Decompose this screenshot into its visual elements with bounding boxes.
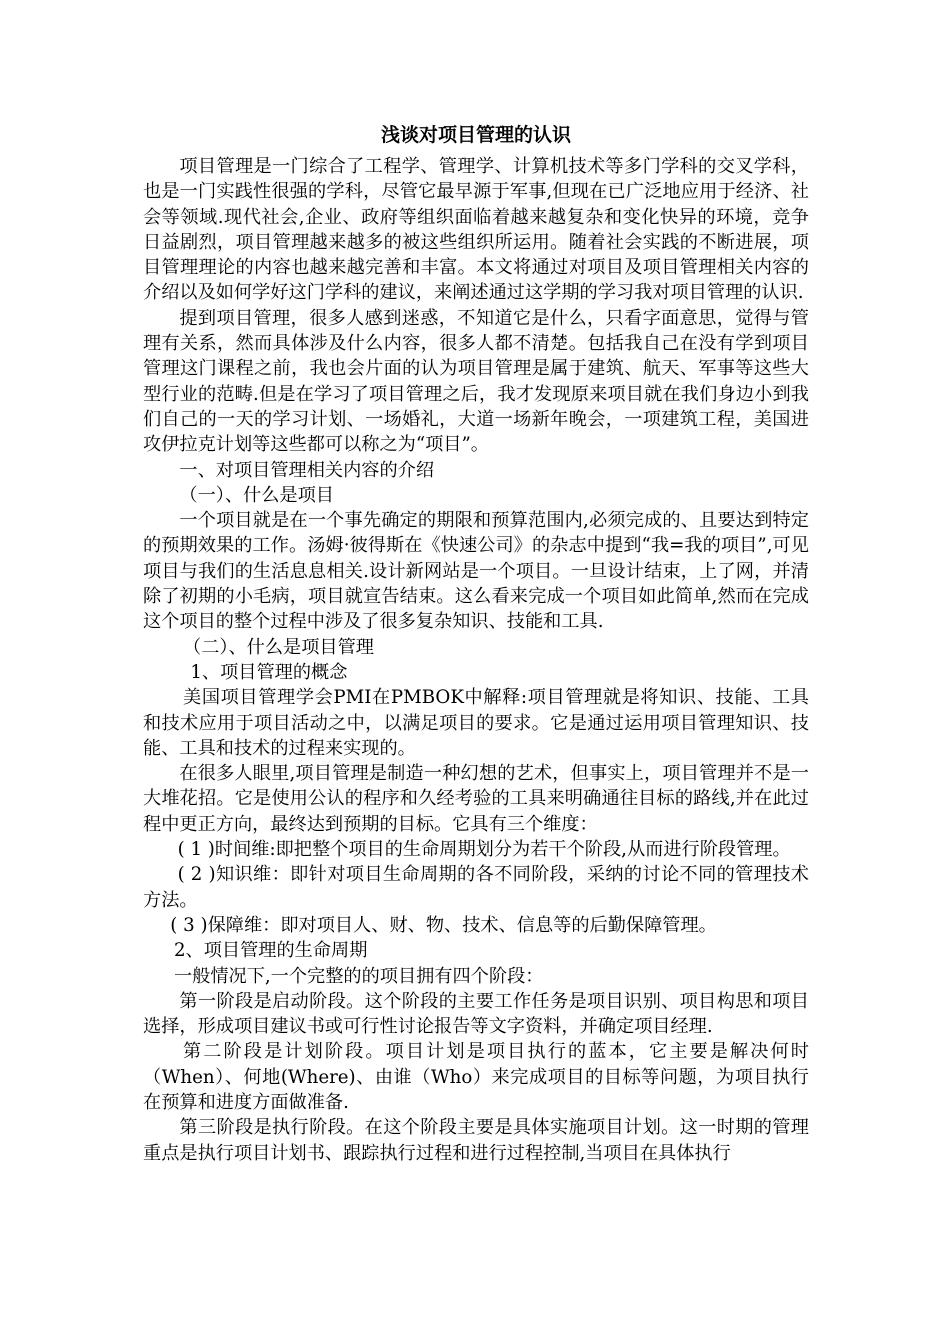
subsection-heading-what-is-pm: （二）、什么是项目管理 — [183, 636, 374, 658]
paragraph-intro: 项目管理是一门综合了工程学、管理学、计算机技术等多门学科的交叉学科，也是一门实践性很强的学科，尽管它最早源于军事,但现在已广泛地应用于经济、社会等领域.现代社会,企业、政府等组织面临着越来越复杂和变化快异的环境，竞争日益剧烈，项目管理越来越多的被这些组织所运用。随着社会实践的不断进展，项目管理理论的内容也越来越完善和丰富。本文将通过对项目及项目管理相关内容的介绍以及如何学好这门学科的建议，来阐述通过这学期的学习我对项目管理的认识. — [143, 156, 809, 304]
subsection-heading-lifecycle: 2、项目管理的生命周期 — [173, 940, 368, 962]
paragraph-stage-two: 第二阶段是计划阶段。项目计划是项目执行的蓝本，它主要是解决何时（When）、何地(Where)、由谁（Who）来完成项目的目标等问题，为项目执行在预算和进度方面做准备. — [143, 1041, 809, 1113]
paragraph-knowledge-dimension: ( 2 )知识维：即针对项目生命周期的各不同阶段，采纳的讨论不同的管理技术方法。 — [143, 864, 809, 911]
paragraph-support-dimension: ( 3 )保障维：即对项目人、财、物、技术、信息等的后勤保障管理。 — [170, 914, 717, 936]
paragraph-project-definition: 一个项目就是在一个事先确定的期限和预算范围内,必须完成的、且要达到特定的预期效果的工作。汤姆·彼得斯在《快速公司》的杂志中提到“我=我的项目”,可见项目与我们的生活息息相关.设计新网站是一个项目。一旦设计结束，上了网，并清除了初期的小毛病，项目就宣告结束。这么看来完成一个项目如此简单,然而在完成这个项目的整个过程中涉及了很多复杂知识、技能和工具. — [143, 510, 809, 633]
section-heading-1: 一、对项目管理相关内容的介绍 — [179, 459, 435, 481]
paragraph-four-stages: 一般情况下,一个完整的的项目拥有四个阶段： — [173, 965, 544, 987]
document-page — [143, 116, 809, 1166]
paragraph-stage-three: 第三阶段是执行阶段。在这个阶段主要是具体实施项目计划。这一时期的管理重点是执行项目计划书、跟踪执行过程和进行过程控制,当项目在具体执行 — [143, 1117, 809, 1164]
subsection-heading-what-is-project: （一）、什么是项目 — [179, 484, 334, 506]
paragraph-confusion: 提到项目管理，很多人感到迷惑，不知道它是什么，只看字面意思，觉得与管理有关系，然而具体涉及什么内容，很多人都不清楚。包括我自己在没有学到项目管理这门课程之前，我也会片面的认为项目管理是属于建筑、航天、军事等这些大型行业的范畴.但是在学习了项目管理之后，我才发现原来项目就在我们身边小到我们自己的一天的学习计划、一场婚礼，大道一场新年晚会，一项建筑工程，美国进攻伊拉克计划等这些都可以称之为“项目”。 — [143, 307, 809, 456]
paragraph-pm-art: 在很多人眼里,项目管理是制造一种幻想的艺术，但事实上，项目管理并不是一大堆花招。它是使用公认的程序和久经考验的工具来明确通往目标的路线,并在此过程中更正方向，最终达到预期的目标。它具有三个维度： — [143, 763, 809, 835]
paragraph-time-dimension: ( 1 )时间维:即把整个项目的生命周期划分为若干个阶段,从而进行阶段管理。 — [177, 839, 791, 861]
paragraph-stage-one: 第一阶段是启动阶段。这个阶段的主要工作任务是项目识别、项目构思和项目选择，形成项目建议书或可行性讨论报告等文字资料，并确定项目经理. — [143, 990, 809, 1038]
document-title: 浅谈对项目管理的认识 — [380, 124, 571, 146]
paragraph-pmi-definition: 美国项目管理学会PMI在PMBOK中解释:项目管理就是将知识、技能、工具和技术应用于项目活动之中，以满足项目的要求。它是通过运用项目管理知识、技能、工具和技术的过程来实现的。 — [143, 687, 809, 759]
subsection-heading-pm-concept: 1、项目管理的概念 — [190, 661, 348, 683]
